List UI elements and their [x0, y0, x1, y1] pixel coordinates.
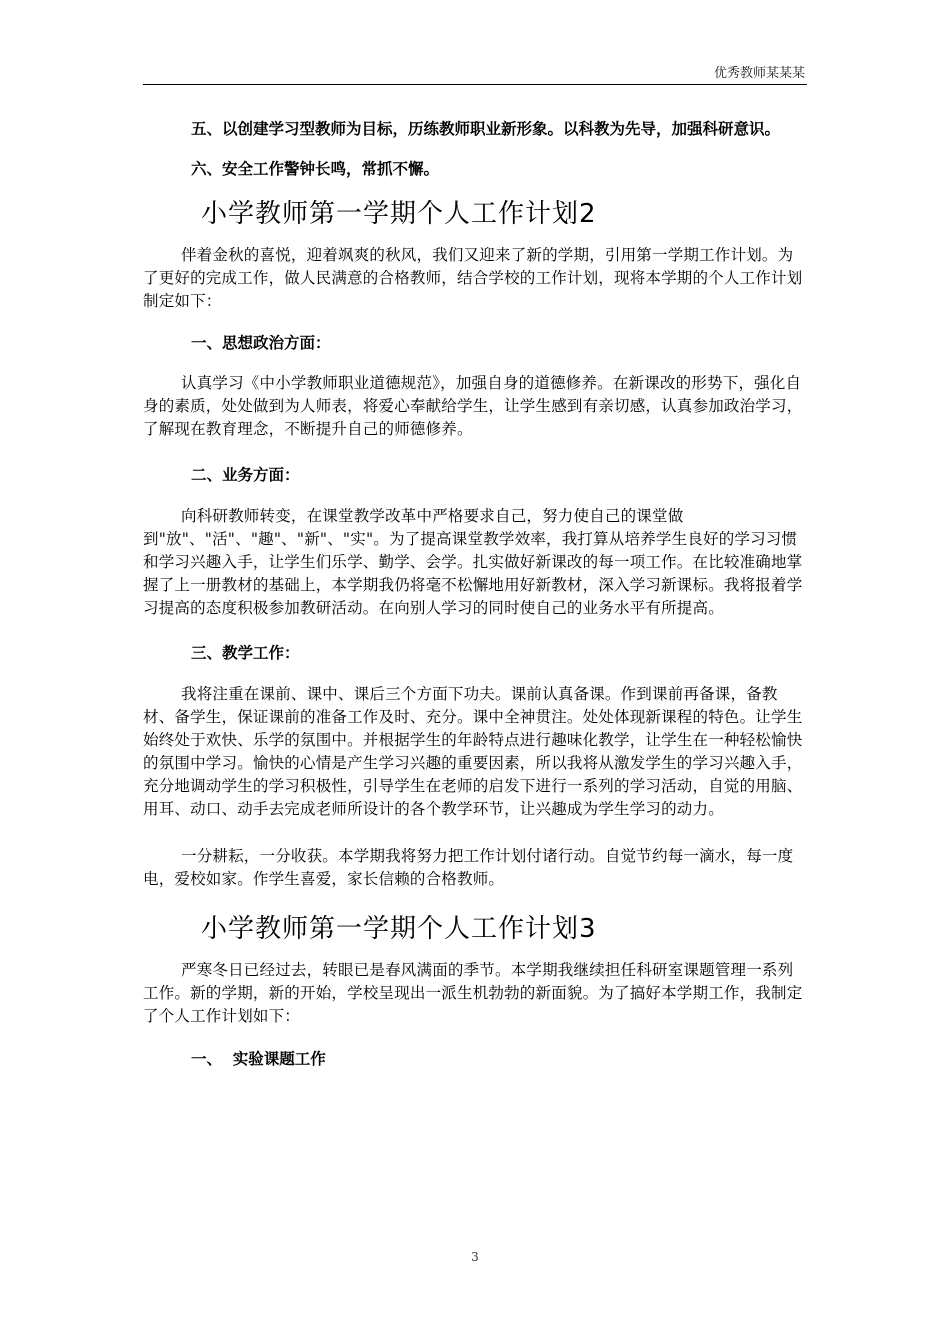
section-2-paragraph-3: 我将注重在课前、课中、课后三个方面下功夫。课前认真备课。作到课前再备课，备教材、备学生，保证课前的准备工作及时、充分。课中全神贯注。处处体现新课程的特色。让学生始终处于欢快、乐学的氛围中。并根据学生的年龄特点进行趣味化教学，让学生在一种轻松愉快的氛围中学习。愉快的心情是产生学习兴趣的重要因素，所以我将从激发学生的学习兴趣入手，充分地调动学生的学习积极性，引导学生在老师的启发下进行一系列的学习活动，自觉的用脑、用耳、动口、动手去完成老师所设计的各个教学环节，让兴趣成为学生学习的动力。: [143, 685, 803, 818]
section-2-closing: 一分耕耘，一分收获。本学期我将努力把工作计划付诸行动。自觉节约每一滴水，每一度电，爱校如家。作学生喜爱，家长信赖的合格教师。: [143, 847, 794, 888]
section-3-heading-1: 一、 实验课题工作: [191, 1050, 326, 1068]
section-2-intro: 伴着金秋的喜悦，迎着飒爽的秋风，我们又迎来了新的学期，引用第一学期工作计划。为了更好的完成工作，做人民满意的合格教师，结合学校的工作计划，现将本学期的个人工作计划制定如下：: [143, 246, 803, 310]
section-3-title: 小学教师第一学期个人工作计划3: [201, 914, 597, 944]
document-body: [143, 112, 807, 1072]
section-2-paragraph-2: 向科研教师转变，在课堂教学改革中严格要求自己，努力使自己的课堂做到"放"、"活"、"趣"、"新"、"实"。为了提高课堂教学效率，我打算从培养学生良好的学习习惯和学习兴趣入手，让学生们乐学、勤学、会学。扎实做好新课改的每一项工作。在比较准确地掌握了上一册教材的基础上，本学期我仍将毫不松懈地用好新教材，深入学习新课标。我将报着学习提高的态度积极参加教研活动。在向别人学习的同时使自己的业务水平有所提高。: [143, 507, 803, 617]
section-2-heading-2: 二、业务方面：: [191, 466, 300, 484]
item-5: 五、以创建学习型教师为目标，历练教师职业新形象。以科教为先导，加强科研意识。: [191, 120, 781, 138]
section-3-intro: 严寒冬日已经过去，转眼已是春风满面的季节。本学期我继续担任科研室课题管理一系列工作。新的学期，新的开始，学校呈现出一派生机勃勃的新面貌。为了搞好本学期工作，我制定了个人工作计划如下：: [143, 961, 803, 1025]
section-2-paragraph-1: 认真学习《中小学教师职业道德规范》，加强自身的道德修养。在新课改的形势下，强化自身的素质，处处做到为人师表，将爱心奉献给学生，让学生感到有亲切感，认真参加政治学习，了解现在教育理念，不断提升自己的师德修养。: [143, 374, 803, 438]
section-2-heading-3: 三、教学工作：: [191, 644, 300, 662]
item-6: 六、安全工作警钟长鸣，常抓不懈。: [191, 160, 440, 178]
section-2-title: 小学教师第一学期个人工作计划2: [201, 199, 597, 229]
page-number: 3: [471, 1250, 479, 1264]
header-rule: [143, 84, 807, 85]
header-author: 优秀教师某某某: [713, 66, 805, 81]
section-2-heading-1: 一、思想政治方面：: [191, 334, 331, 352]
